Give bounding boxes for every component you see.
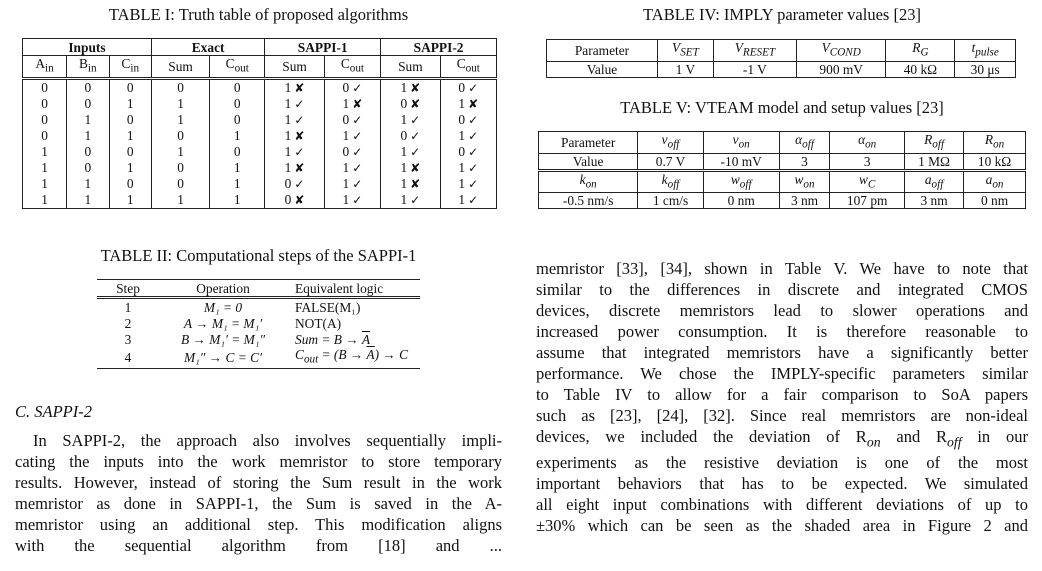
check-icon: ✓ [352, 128, 363, 143]
cell: 1 ✘ [265, 128, 324, 144]
text-line: ±30% which can be seen as the shaded area in Figure 2 and [536, 516, 1028, 536]
table-row [97, 347, 420, 368]
cross-icon: ✘ [294, 128, 305, 143]
cell: 1 ✘ [381, 78, 440, 96]
col-s1-sum: Sum [265, 56, 324, 79]
cell: 0 ✓ [324, 78, 380, 96]
cell: 1 [67, 128, 109, 144]
cell: 1 [109, 192, 151, 209]
cell: 1 MΩ [905, 153, 964, 170]
cell: $k_{off}$ [638, 170, 703, 193]
section-title: C. SAPPI-2 [15, 402, 92, 421]
cell: 1 cm/s [638, 193, 703, 209]
cell: A → M₁ = M₁′ [183, 315, 263, 331]
cell: 1 ✓ [324, 176, 380, 192]
group-sappi1: SAPPI-1 [265, 39, 381, 56]
cell: 1 ✘ [324, 96, 380, 112]
cell: 4 [97, 347, 159, 368]
col-s2-cout: $C_{out}$ [440, 56, 496, 79]
cell: 1 ✘ [265, 160, 324, 176]
cell: 10 kΩ [964, 153, 1026, 170]
cell: 1 [210, 160, 265, 176]
table-row [547, 61, 1016, 77]
cell: $V_{RESET}$ [713, 40, 796, 62]
text-line: results. However, instead of storing the Sum result in the work [15, 473, 502, 492]
cell: 1 [23, 192, 67, 209]
col-exact-sum: Sum [151, 56, 209, 79]
cross-icon: ✘ [294, 192, 305, 207]
cell: 0 ✓ [324, 112, 380, 128]
table1-caption: TABLE I: Truth table of proposed algorithms [108, 5, 409, 24]
check-icon: ✓ [468, 192, 479, 207]
vteam-model-table [538, 131, 1026, 209]
cross-icon: ✘ [468, 96, 479, 111]
cell: 0 [210, 78, 265, 96]
table-row [23, 192, 497, 209]
table-row [23, 128, 497, 144]
text-line: memristor using an additional step. This modification aligns [15, 515, 502, 534]
text-line: important behaviors that has to be expected. We simulated [536, 474, 1028, 494]
cell: 0 ✘ [265, 192, 324, 209]
check-icon: ✓ [468, 80, 479, 95]
col-s2-sum: Sum [381, 56, 440, 79]
cell: 0 [151, 176, 209, 192]
check-icon: ✓ [410, 144, 421, 159]
check-icon: ✓ [410, 128, 421, 143]
cell: 900 mV [796, 61, 885, 77]
cell: 0 [109, 112, 151, 128]
check-icon: ✓ [352, 176, 363, 191]
cell: 0 ✓ [324, 144, 380, 160]
cell: 1 ✓ [440, 176, 496, 192]
check-icon: ✓ [410, 112, 421, 127]
cell: $\alpha_{on}$ [830, 132, 905, 154]
col-step: Step [97, 280, 159, 298]
cell: $\alpha_{off}$ [779, 132, 830, 154]
cell: $w_{off}$ [703, 170, 779, 193]
cell: NOT(A) [295, 315, 342, 331]
cell: 1 ✓ [381, 144, 440, 160]
cell: FALSE(M₁) [295, 299, 361, 315]
check-icon: ✓ [468, 144, 479, 159]
table-row [23, 176, 497, 192]
check-icon: ✓ [352, 112, 363, 127]
cell: M₁″ → C = C′ [159, 347, 287, 368]
cell: 1 [210, 176, 265, 192]
text-line: performance. We chose the IMPLY-specific parameters similar [536, 364, 1028, 383]
cell: 0 [67, 96, 109, 112]
cell: $V_{COND}$ [796, 40, 885, 62]
check-icon: ✓ [294, 176, 305, 191]
table-row [547, 40, 1016, 62]
cell: 1 [23, 160, 67, 176]
cell: 1 ✓ [440, 192, 496, 209]
text-line: assume that integrated memristors have a significantly better [536, 343, 1028, 362]
cell: 0 [67, 160, 109, 176]
cell: 0 [109, 144, 151, 160]
cell: 0 ✓ [265, 176, 324, 192]
cell: 3 [830, 153, 905, 170]
col-ain: $A_{in}$ [23, 56, 67, 79]
cell: $v_{off}$ [638, 132, 703, 154]
col-equivalent-logic: Equivalent logic [287, 280, 420, 298]
cell: 1 [23, 176, 67, 192]
text-line: with the sequential algorithm from [18] and ... [15, 536, 502, 555]
cell: 0 ✓ [440, 112, 496, 128]
cell: $V_{SET}$ [658, 40, 714, 62]
cell: $a_{on}$ [964, 170, 1026, 193]
cell: $w_{on}$ [779, 170, 830, 193]
steps-table [97, 279, 420, 369]
cross-icon: ✘ [410, 80, 421, 95]
cell: 1 [210, 128, 265, 144]
check-icon: ✓ [468, 112, 479, 127]
check-icon: ✓ [352, 80, 363, 95]
group-exact: Exact [151, 39, 264, 56]
cell: 1 ✘ [381, 160, 440, 176]
cell: 1 [23, 144, 67, 160]
table-row [23, 144, 497, 160]
cell: 1 ✓ [324, 160, 380, 176]
text-line: all eight input combinations with different deviations of up to [536, 495, 1028, 515]
cross-icon: ✘ [294, 160, 305, 175]
check-icon: ✓ [294, 112, 305, 127]
cross-icon: ✘ [410, 96, 421, 111]
cell: 0 [23, 78, 67, 96]
cross-icon: ✘ [410, 176, 421, 191]
cell: 0 [23, 112, 67, 128]
cell: B → M₁′ = M₁″ [180, 331, 266, 347]
cross-icon: ✘ [294, 80, 305, 95]
check-icon: ✓ [294, 96, 305, 111]
cell: 1 [67, 112, 109, 128]
cell: 0 [210, 96, 265, 112]
cell: 0 nm [964, 193, 1026, 209]
cell: 1 [109, 96, 151, 112]
cell: 1 ✘ [265, 78, 324, 96]
imply-parameter-table [546, 39, 1016, 78]
text-line: In SAPPI-2, the approach also involves sequentially impli- [33, 431, 502, 450]
table-row [539, 193, 1026, 209]
cell: -10 mV [703, 153, 779, 170]
cell: Sum = $B \to \overline{A}$ [295, 331, 371, 347]
check-icon: ✓ [352, 192, 363, 207]
cell: 1 ✓ [265, 96, 324, 112]
cell: 1 ✓ [440, 128, 496, 144]
cell: 1 V [658, 61, 714, 77]
table-row [23, 160, 497, 176]
cell: 0 [67, 144, 109, 160]
text-line: memristor as done in SAPPI-1, the Sum is saved in the A- [15, 494, 502, 513]
cell: 1 ✓ [381, 192, 440, 209]
cell: 1 ✓ [265, 144, 324, 160]
cell: 0 [151, 78, 209, 96]
cell: $v_{on}$ [703, 132, 779, 154]
cell: 1 ✓ [440, 160, 496, 176]
cell: 0 [23, 96, 67, 112]
cell: 0 ✘ [381, 96, 440, 112]
cell: 3 nm [905, 193, 964, 209]
text-line: devices, we included the deviation of $R_{on}$ and $R_{off}$ in our [536, 427, 1028, 450]
table5-caption: TABLE V: VTEAM model and setup values [23] [620, 98, 944, 117]
cell: $t_{pulse}$ [955, 40, 1016, 62]
cell: 3 [124, 331, 132, 347]
cross-icon: ✘ [410, 160, 421, 175]
section-paragraph [15, 430, 502, 556]
cell: Value [547, 61, 658, 77]
group-inputs: Inputs [23, 39, 152, 56]
cell: $R_{off}$ [905, 132, 964, 154]
table4-caption: TABLE IV: IMPLY parameter values [23] [643, 5, 921, 24]
text-line: cating the inputs into the work memristor to store temporary [15, 452, 502, 471]
cell: 1 [210, 192, 265, 209]
cell: 3 [779, 153, 830, 170]
cell: 0 nm [703, 193, 779, 209]
cell: 0 [210, 112, 265, 128]
cell: 1 [67, 176, 109, 192]
cell: 1 ✓ [265, 112, 324, 128]
cell: 3 nm [779, 193, 830, 209]
cell: 0 [210, 144, 265, 160]
cell: $w_C$ [830, 170, 905, 193]
cell: Value [539, 153, 638, 170]
cell: 1 [151, 96, 209, 112]
cell: 40 kΩ [886, 61, 955, 77]
table2-caption: TABLE II: Computational steps of the SAPPI-1 [100, 246, 417, 265]
cell: 0 [151, 160, 209, 176]
cell: $k_{on}$ [539, 170, 638, 193]
cell: 30 μs [955, 61, 1016, 77]
cell: 1 [67, 192, 109, 209]
cell: 0.7 V [638, 153, 703, 170]
cell: 0 [151, 128, 209, 144]
cell: 0 [109, 176, 151, 192]
cell: 107 pm [830, 193, 905, 209]
table-row [97, 331, 420, 347]
body-paragraph [536, 258, 1028, 536]
col-s1-cout: $C_{out}$ [324, 56, 380, 79]
table-row [97, 315, 420, 331]
cell: 2 [124, 315, 132, 331]
col-cin: $C_{in}$ [109, 56, 151, 79]
col-operation: Operation [159, 280, 287, 298]
check-icon: ✓ [352, 160, 363, 175]
cell: 0 [23, 128, 67, 144]
cell: 1 [151, 192, 209, 209]
check-icon: ✓ [294, 144, 305, 159]
col-bin: $B_{in}$ [67, 56, 109, 79]
table-row [97, 298, 420, 316]
table-row [539, 132, 1026, 154]
text-line: to Table IV to allow for a fair comparison to SoA papers [536, 385, 1028, 404]
table-row [23, 96, 497, 112]
cell: 0 ✓ [440, 78, 496, 96]
cell: $R_{on}$ [964, 132, 1026, 154]
cell: 1 [109, 160, 151, 176]
cell: 1 [124, 299, 132, 315]
cell: $C_{out} = (B \to \overline{A}) \to C$ [287, 347, 420, 368]
check-icon: ✓ [352, 144, 363, 159]
text-line: memristor [33], [34], shown in Table V. We have to note that [536, 259, 1028, 278]
text-line: experiments as the resistive deviation is one of the most [536, 453, 1028, 473]
col-exact-cout: $C_{out}$ [210, 56, 265, 79]
cell: 1 [151, 112, 209, 128]
text-line: increased power consumption. It is therefore reasonable to [536, 322, 1028, 341]
cell: -1 V [713, 61, 796, 77]
check-icon: ✓ [468, 176, 479, 191]
cell: $a_{off}$ [905, 170, 964, 193]
text-line: similar to the differences in discrete and integrated CMOS [536, 280, 1028, 299]
table-row [23, 112, 497, 128]
check-icon: ✓ [410, 192, 421, 207]
cell: 1 ✘ [440, 96, 496, 112]
cell: 1 ✘ [381, 176, 440, 192]
cell: Parameter [547, 40, 658, 62]
cell: 0 ✓ [381, 128, 440, 144]
cell: 1 ✓ [381, 112, 440, 128]
cell: 1 ✓ [324, 128, 380, 144]
cell: 0 [109, 78, 151, 96]
group-sappi2: SAPPI-2 [381, 39, 497, 56]
check-icon: ✓ [468, 160, 479, 175]
cross-icon: ✘ [352, 96, 363, 111]
truth-table [22, 38, 497, 209]
cell: 1 [109, 128, 151, 144]
text-line: devices, discrete memristors lead to slower operations and [536, 301, 1028, 320]
check-icon: ✓ [468, 128, 479, 143]
cell: $R_G$ [886, 40, 955, 62]
table-row [539, 153, 1026, 170]
cell: 1 ✓ [324, 192, 380, 209]
cell: 0 [67, 78, 109, 96]
cell: -0.5 nm/s [539, 193, 638, 209]
table-row [539, 170, 1026, 193]
cell: M₁ = 0 [203, 299, 243, 315]
text-line: such as [23], [24], [32]. Since real memristors are non-ideal [536, 406, 1028, 425]
table-row [23, 78, 497, 96]
cell: 1 [151, 144, 209, 160]
cell: Parameter [539, 132, 638, 154]
cell: 0 ✓ [440, 144, 496, 160]
